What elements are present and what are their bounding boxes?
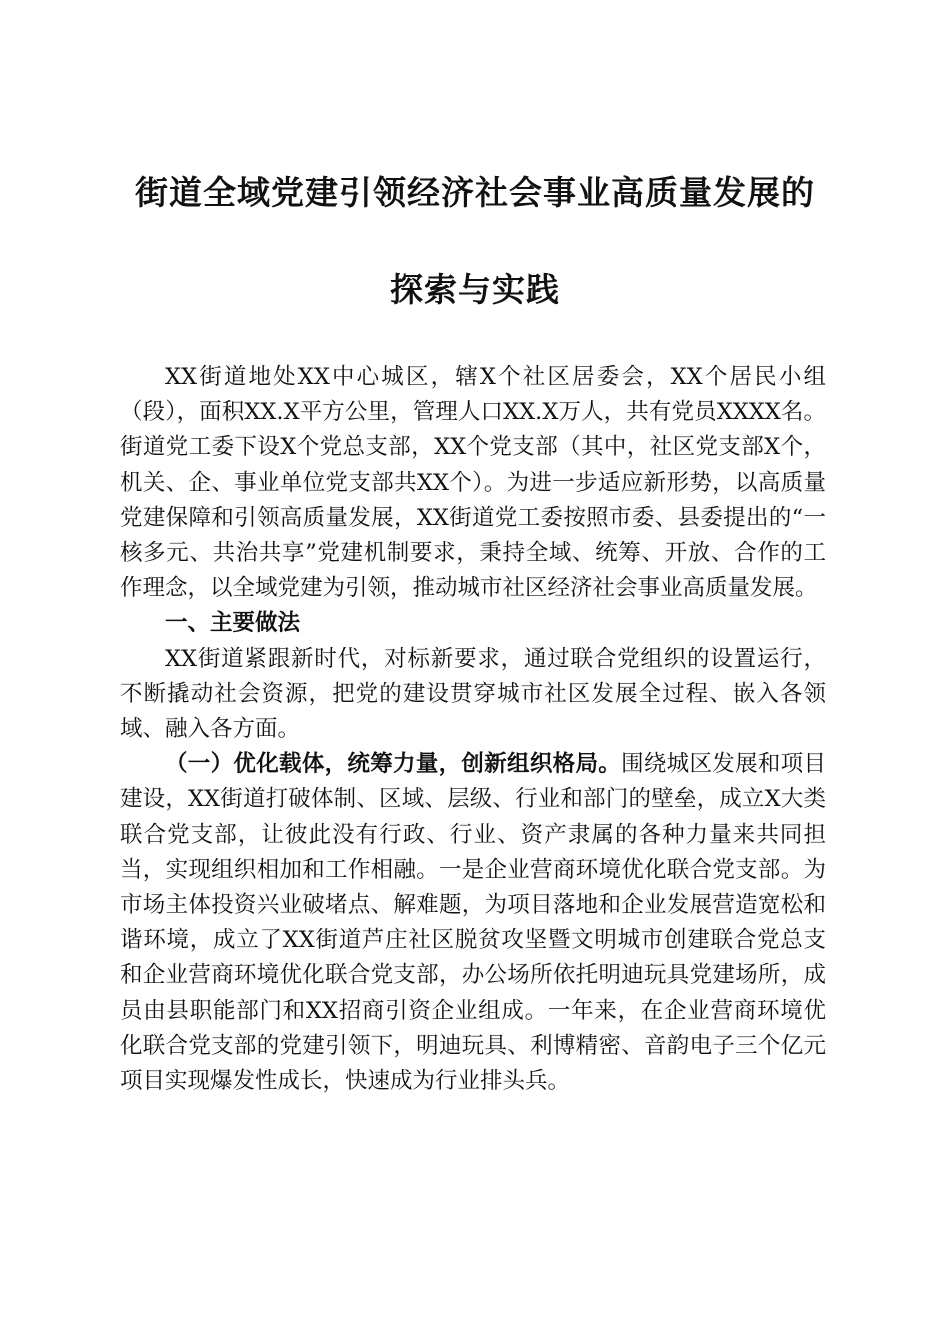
- intro-paragraph: XX街道地处XX中心城区，辖X个社区居委会，XX个居民小组（段），面积XX.X平方公里，管理人口XX.X万人，共有党员XXXX名。街道党工委下设X个党总支部，XX个党支部（其中，社区党支部X个，机关、企、事业单位党支部共XX个）。为进一步适应新形势，以高质量党建保障和引领高质量发展，XX街道党工委按照市委、县委提出的“一核多元、共治共享”党建机制要求，秉持全域、统筹、开放、合作的工作理念，以全域党建为引领，推动城市社区经济社会事业高质量发展。: [120, 364, 826, 602]
- subsection-lead: （一）优化载体，统筹力量，创新组织格局。: [165, 751, 622, 778]
- document-title-line-2: 探索与实践: [390, 270, 560, 309]
- overview-paragraph: XX街道紧跟新时代，对标新要求，通过联合党组织的设置运行，不断撬动社会资源，把党的建设贯穿城市社区发展全过程、嵌入各领域、融入各方面。: [120, 645, 826, 743]
- section-heading: 一、主要做法: [165, 610, 301, 637]
- subsection-paragraph: [120, 747, 826, 1099]
- document-body: [120, 360, 826, 1099]
- document-title-line-1: 街道全域党建引领经济社会事业高质量发展的: [135, 173, 815, 212]
- subsection-body: 围绕城区发展和项目建设，XX街道打破体制、区域、层级、行业和部门的壁垒，成立X大类联合党支部，让彼此没有行政、行业、资产隶属的各种力量来共同担当，实现组织相加和工作相融。一是企业营商环境优化联合党支部。为市场主体投资兴业破堵点、解难题，为项目落地和企业发展营造宽松和谐环境，成立了XX街道芦庄社区脱贫攻坚暨文明城市创建联合党总支和企业营商环境优化联合党支部，办公场所依托明迪玩具党建场所，成员由县职能部门和XX招商引资企业组成。一年来，在企业营商环境优化联合党支部的党建引领下，明迪玩具、利博精密、音韵电子三个亿元项目实现爆发性成长，快速成为行业排头兵。: [120, 751, 826, 1095]
